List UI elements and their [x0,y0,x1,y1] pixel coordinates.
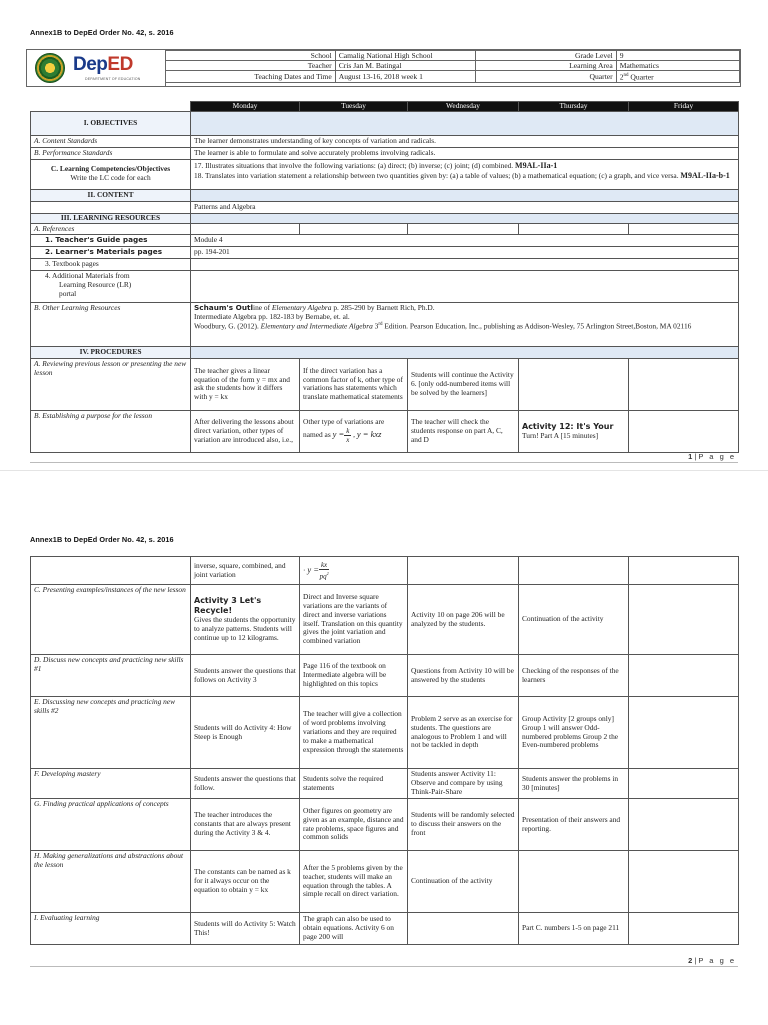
area-label: Learning Area [476,61,616,71]
proc-i-tuesday: The graph can also be used to obtain equations. Activity 6 on page 200 will [300,913,408,945]
day-tuesday: Tuesday [300,102,408,112]
proc-i-label: I. Evaluating learning [31,913,191,945]
deped-subtitle: DEPARTMENT OF EDUCATION [85,77,141,81]
school-value: Camalig National High School [335,51,476,61]
dates-value: August 13-16, 2018 week 1 [335,71,476,83]
proc-a-monday: The teacher gives a linear equation of the form y = mx and ask the students how it differs with y = kx [191,358,300,410]
page-number-2: 2 | P a g e [688,956,736,965]
proc-h-monday: The constants can be named as k for it always occur on the equation to obtain y = kx [191,851,300,913]
proc-e-tuesday: The teacher will give a collection of word problems involving variations and they are required to make a mathematical expression through the statements [300,697,408,769]
proc-b-monday-cont: inverse, square, combined, and joint variation [191,557,300,585]
school-info-header [26,49,741,87]
proc-d-thursday: Checking of the responses of the learners [519,655,629,697]
deped-logo [27,50,166,86]
proc-h-tuesday: After the 5 problems given by the teacher, students will make an equation through the tables. A simple recall on direct variation. [300,851,408,913]
proc-g-monday: The teacher introduces the constants that are always present during the Activity 3 & 4. [191,799,300,851]
dates-label: Teaching Dates and Time [166,71,336,83]
proc-c-tuesday: Direct and Inverse square variations are the variants of direct and inverse variations itself. Translation on this quantity gives the joint variation and combined variation [300,585,408,655]
proc-b-wednesday: The teacher will check the students response on part A, C, and D [408,410,519,452]
proc-b-tuesday: Other type of variations are named as y = $\frac{k}{x}$ , y = kxz [300,410,408,452]
info-table [165,50,740,83]
proc-g-wednesday: Students will be randomly selected to discuss their answers on the front [408,799,519,851]
proc-i-thursday: Part C. numbers 1-5 on page 211 [519,913,629,945]
dll-table-page1 [30,101,739,453]
proc-h-wednesday: Continuation of the activity [408,851,519,913]
proc-e-monday: Students will do Activity 4: How Steep is Enough [191,697,300,769]
proc-g-label: G. Finding practical applications of concepts [31,799,191,851]
quarter-label: Quarter [476,71,616,83]
proc-b-tuesday-cont: · y = $\frac{kx}{pq^2}$ [300,557,408,585]
day-wednesday: Wednesday [408,102,519,112]
lm-label: 2. Learner's Materials pages [31,247,191,259]
tg-label: 1. Teacher's Guide pages [31,235,191,247]
proc-e-thursday: Group Activity [2 groups only] Group 1 will answer Odd-numbered problems Group 2 the Even-numbered problems [519,697,629,769]
page-divider-2 [30,966,738,967]
proc-f-thursday: Students answer the problems in 30 [minutes] [519,769,629,799]
proc-b-label: B. Establishing a purpose for the lesson [31,410,191,452]
annex-header-2: Annex1B to DepEd Order No. 42, s. 2016 [30,535,174,544]
proc-f-monday: Students answer the questions that follow. [191,769,300,799]
proc-b-monday: After delivering the lessons about direct variation, other types of variation are introduced also, i.e., [191,410,300,452]
proc-h-label: H. Making generalizations and abstractions about the lesson [31,851,191,913]
proc-d-label: D. Discuss new concepts and practicing new skills #1 [31,655,191,697]
proc-d-wednesday: Questions from Activity 10 will be answered by the students [408,655,519,697]
proc-i-monday: Students will do Activity 5: Watch This! [191,913,300,945]
proc-c-wednesday: Activity 10 on page 206 will be analyzed by the students. [408,585,519,655]
deped-seal-icon [35,53,65,83]
content-value: Patterns and Algebra [191,201,739,213]
procedures-title: IV. PROCEDURES [31,347,191,359]
proc-f-wednesday: Students answer Activity 11: Observe and compare by using Think-Pair-Share [408,769,519,799]
other-resources-value: Schaum's Outline of Elementary Algebra p. 285-290 by Barnett Rich, Ph.D. Intermediate Algebra pp. 182-183 by Bernabe, et. al. Woodbury, G. (2012). Elementary and Intermediate Algebra 3rd Edition. Pearson Education, Inc., publishing as Addison-Wesley, 75 Arlington Street,Boston, MA 02116 [191,303,739,347]
proc-c-label: C. Presenting examples/instances of the new lesson [31,585,191,655]
lm-value: pp. 194-201 [191,247,739,259]
day-header-row [31,102,739,112]
day-monday: Monday [191,102,300,112]
proc-a-label: A. Reviewing previous lesson or presenting the new lesson [31,358,191,410]
proc-f-label: F. Developing mastery [31,769,191,799]
proc-e-label: E. Discussing new concepts and practicing new skills #2 [31,697,191,769]
objectives-title: I. OBJECTIVES [31,112,191,136]
area-value: Mathematics [616,61,739,71]
references-label: A. References [31,223,191,235]
proc-c-monday: Activity 3 Let's Recycle! Gives the students the opportunity to analyze patterns. Students will continue up to 12 kilograms. [191,585,300,655]
textbook-label: 3. Textbook pages [31,259,191,271]
lc-label: C. Learning Competencies/Objectives Write the LC code for each [31,159,191,189]
resources-title: III. LEARNING RESOURCES [31,213,191,223]
annex-header: Annex1B to DepEd Order No. 42, s. 2016 [30,28,174,37]
performance-standards-label: B. Performance Standards [31,147,191,159]
page-1 [0,0,768,470]
other-resources-label: B. Other Learning Resources [31,303,191,347]
page-2 [0,470,768,1025]
grade-label: Grade Level [476,51,616,61]
content-title: II. CONTENT [31,189,191,201]
tg-value: Module 4 [191,235,739,247]
teacher-value: Cris Jan M. Batingal [335,61,476,71]
proc-a-wednesday: Students will continue the Activity 6. [only odd-numbered items will be solved by the learners] [408,358,519,410]
quarter-value: 2nd Quarter [616,71,739,83]
additional-materials-label: 4. Additional Materials from Learning Resource (LR) portal [31,271,191,303]
proc-d-tuesday: Page 116 of the textbook on Intermediate algebra will be highlighted on this topics [300,655,408,697]
content-standards-label: A. Content Standards [31,136,191,148]
day-thursday: Thursday [519,102,629,112]
teacher-label: Teacher [166,61,336,71]
proc-g-tuesday: Other figures on geometry are given as an example, distance and rate problems, space figures and common solids [300,799,408,851]
dll-table-page2 [30,556,739,945]
page-divider [30,462,738,463]
proc-g-thursday: Presentation of their answers and reporting. [519,799,629,851]
school-label: School [166,51,336,61]
lc-value: 17. Illustrates situations that involve the following variations: (a) direct; (b) inverse; (c) joint; (d) combined. M9AL-IIa-1 18. Translates into variation statement a relationship between two quantities given by: (a) a table of values; (b) a mathematical equation; (c) a graph, and vice versa. M9AL-IIa-b-1 [191,159,739,189]
grade-value: 9 [616,51,739,61]
day-friday: Friday [629,102,739,112]
proc-a-tuesday: If the direct variation has a common factor of k, other type of variations has statements which translate mathematical statements [300,358,408,410]
performance-standards-value: The learner is able to formulate and solve accurately problems involving radicals. [191,147,739,159]
deped-wordmark: DepED [73,54,133,75]
proc-f-tuesday: Students solve the required statements [300,769,408,799]
proc-b-thursday: Activity 12: It's Your Turn! Part A [15 minutes] [519,410,629,452]
proc-c-thursday: Continuation of the activity [519,585,629,655]
proc-d-monday: Students answer the questions that follows on Activity 3 [191,655,300,697]
page-number-1: 1 | P a g e [688,452,736,461]
proc-e-wednesday: Problem 2 serve as an exercise for students. The questions are analogous to Problem 1 and will not be tackled in depth [408,697,519,769]
content-standards-value: The learner demonstrates understanding of key concepts of variation and radicals. [191,136,739,148]
